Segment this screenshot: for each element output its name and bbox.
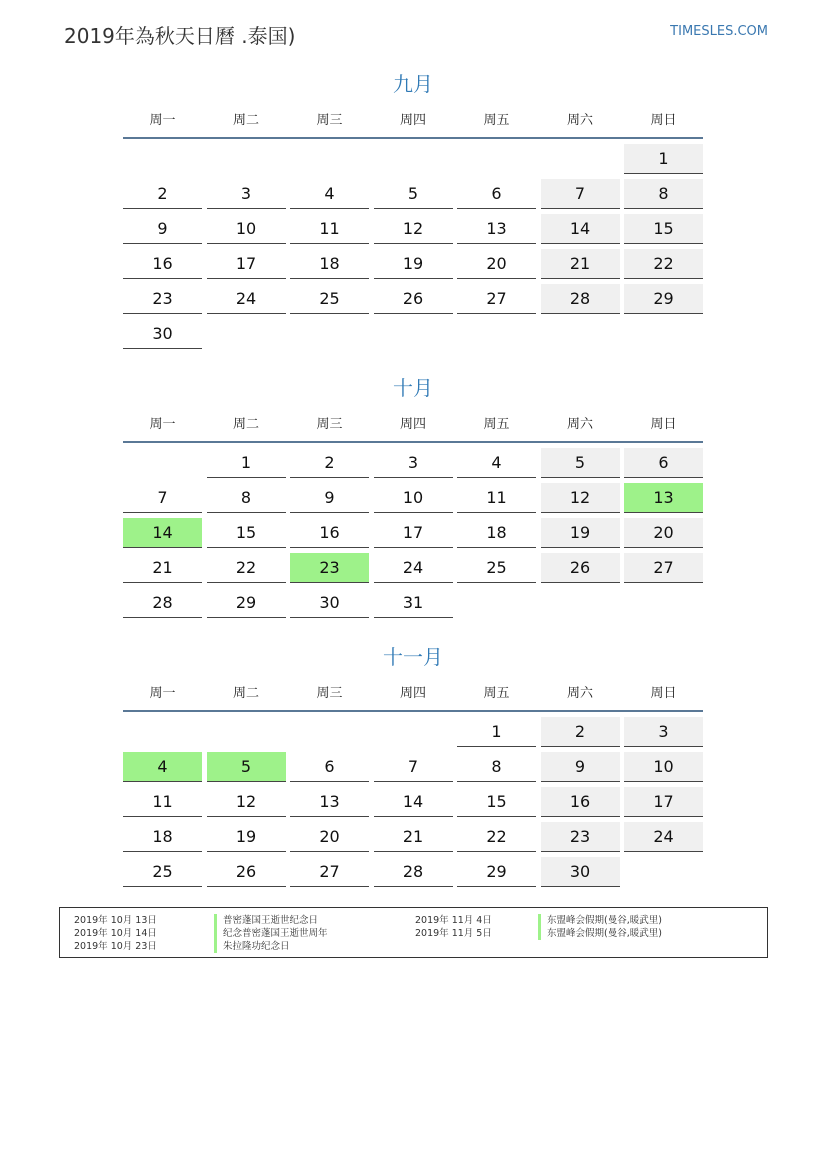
day-cell: 17 bbox=[207, 249, 286, 279]
weekday-header bbox=[123, 99, 703, 139]
weekend-day-cell: 17 bbox=[624, 787, 703, 817]
month-title: 十月 bbox=[393, 376, 433, 400]
weekday-label: 周四 bbox=[399, 685, 426, 701]
day-cell: 1 bbox=[207, 448, 286, 478]
weekday-label: 周一 bbox=[149, 685, 176, 701]
day-cell: 20 bbox=[290, 822, 369, 852]
empty-day-cell bbox=[541, 144, 620, 174]
day-cell: 24 bbox=[374, 553, 453, 583]
day-cell: 27 bbox=[457, 284, 536, 314]
weekday-label: 周六 bbox=[566, 112, 593, 128]
legend-names-col-2 bbox=[538, 914, 662, 940]
month-title: 九月 bbox=[393, 72, 433, 96]
day-cell: 11 bbox=[290, 214, 369, 244]
weekend-day-cell: 1 bbox=[624, 144, 703, 174]
day-cell: 9 bbox=[123, 214, 202, 244]
legend-holiday-name: 普密蓬国王逝世纪念日 bbox=[214, 914, 328, 927]
holiday-day-cell: 5 bbox=[207, 752, 286, 782]
weekday-label: 周五 bbox=[483, 416, 510, 432]
weekend-day-cell: 19 bbox=[541, 518, 620, 548]
day-cell: 11 bbox=[123, 787, 202, 817]
weekend-day-cell: 16 bbox=[541, 787, 620, 817]
weekend-day-cell: 20 bbox=[624, 518, 703, 548]
holiday-day-cell: 13 bbox=[624, 483, 703, 513]
day-cell: 1 bbox=[457, 717, 536, 747]
day-cell: 7 bbox=[374, 752, 453, 782]
day-cell: 17 bbox=[374, 518, 453, 548]
empty-day-cell bbox=[457, 144, 536, 174]
day-cell: 21 bbox=[374, 822, 453, 852]
day-cell: 26 bbox=[207, 857, 286, 887]
day-cell: 10 bbox=[207, 214, 286, 244]
weekday-label: 周日 bbox=[650, 112, 677, 128]
day-cell: 15 bbox=[207, 518, 286, 548]
day-cell: 28 bbox=[374, 857, 453, 887]
day-cell: 22 bbox=[207, 553, 286, 583]
empty-day-cell bbox=[374, 717, 453, 747]
weekday-label: 周二 bbox=[232, 112, 259, 128]
weekday-label: 周二 bbox=[232, 416, 259, 432]
day-cell: 4 bbox=[457, 448, 536, 478]
day-cell: 9 bbox=[290, 483, 369, 513]
empty-day-cell bbox=[207, 144, 286, 174]
day-cell: 10 bbox=[374, 483, 453, 513]
month-october bbox=[123, 373, 703, 618]
weekday-label: 周一 bbox=[149, 416, 176, 432]
day-cell: 16 bbox=[290, 518, 369, 548]
weekday-label: 周日 bbox=[650, 416, 677, 432]
weekday-label: 周六 bbox=[566, 416, 593, 432]
day-cell: 18 bbox=[457, 518, 536, 548]
weekend-day-cell: 29 bbox=[624, 284, 703, 314]
legend-date: 2019年 11月 4日 bbox=[415, 915, 492, 926]
day-cell: 12 bbox=[374, 214, 453, 244]
weekday-label: 周一 bbox=[149, 112, 176, 128]
weekend-day-cell: 5 bbox=[541, 448, 620, 478]
day-cell: 25 bbox=[457, 553, 536, 583]
weekday-header bbox=[123, 672, 703, 712]
weekday-label: 周三 bbox=[316, 416, 343, 432]
month-november bbox=[123, 642, 703, 887]
empty-day-cell bbox=[290, 717, 369, 747]
day-cell: 2 bbox=[290, 448, 369, 478]
weekend-day-cell: 28 bbox=[541, 284, 620, 314]
day-cell: 6 bbox=[290, 752, 369, 782]
day-cell: 4 bbox=[290, 179, 369, 209]
empty-day-cell bbox=[290, 144, 369, 174]
day-grid bbox=[123, 443, 703, 618]
weekend-day-cell: 2 bbox=[541, 717, 620, 747]
day-cell: 13 bbox=[457, 214, 536, 244]
weekend-day-cell: 26 bbox=[541, 553, 620, 583]
weekday-label: 周四 bbox=[399, 416, 426, 432]
day-cell: 25 bbox=[123, 857, 202, 887]
weekend-day-cell: 24 bbox=[624, 822, 703, 852]
site-link[interactable]: TIMESLES.COM bbox=[670, 24, 768, 39]
weekend-day-cell: 21 bbox=[541, 249, 620, 279]
day-cell: 3 bbox=[374, 448, 453, 478]
legend-dates-col-1 bbox=[74, 914, 157, 953]
month-september bbox=[123, 69, 703, 349]
weekend-day-cell: 9 bbox=[541, 752, 620, 782]
holiday-legend bbox=[59, 907, 768, 958]
day-cell: 25 bbox=[290, 284, 369, 314]
day-cell: 8 bbox=[457, 752, 536, 782]
legend-date: 2019年 10月 13日 bbox=[74, 915, 157, 926]
legend-names-col-1 bbox=[214, 914, 328, 953]
day-cell: 13 bbox=[290, 787, 369, 817]
holiday-day-cell: 14 bbox=[123, 518, 202, 548]
day-grid bbox=[123, 139, 703, 349]
day-cell: 14 bbox=[374, 787, 453, 817]
legend-date: 2019年 10月 14日 bbox=[74, 928, 157, 939]
weekday-label: 周二 bbox=[232, 685, 259, 701]
legend-holiday-name: 朱拉隆功纪念日 bbox=[214, 940, 328, 953]
weekend-day-cell: 14 bbox=[541, 214, 620, 244]
weekday-label: 周四 bbox=[399, 112, 426, 128]
day-cell: 18 bbox=[290, 249, 369, 279]
month-title: 十一月 bbox=[383, 645, 443, 669]
day-cell: 30 bbox=[123, 319, 202, 349]
day-cell: 23 bbox=[123, 284, 202, 314]
day-cell: 7 bbox=[123, 483, 202, 513]
day-cell: 26 bbox=[374, 284, 453, 314]
day-cell: 21 bbox=[123, 553, 202, 583]
page-title: 2019年為秋天日曆 .泰国) bbox=[64, 24, 296, 48]
day-cell: 12 bbox=[207, 787, 286, 817]
day-cell: 19 bbox=[207, 822, 286, 852]
legend-holiday-name: 东盟峰会假期(曼谷,暖武里) bbox=[538, 914, 662, 927]
weekend-day-cell: 8 bbox=[624, 179, 703, 209]
weekday-label: 周五 bbox=[483, 112, 510, 128]
weekend-day-cell: 22 bbox=[624, 249, 703, 279]
weekday-label: 周五 bbox=[483, 685, 510, 701]
legend-holiday-name: 纪念普密蓬国王逝世周年 bbox=[214, 927, 328, 940]
empty-day-cell bbox=[123, 717, 202, 747]
holiday-day-cell: 4 bbox=[123, 752, 202, 782]
empty-day-cell bbox=[374, 144, 453, 174]
legend-date: 2019年 11月 5日 bbox=[415, 928, 492, 939]
weekday-label: 周日 bbox=[650, 685, 677, 701]
weekend-day-cell: 30 bbox=[541, 857, 620, 887]
legend-holiday-name: 东盟峰会假期(曼谷,暖武里) bbox=[538, 927, 662, 940]
day-cell: 22 bbox=[457, 822, 536, 852]
empty-day-cell bbox=[123, 448, 202, 478]
weekend-day-cell: 3 bbox=[624, 717, 703, 747]
day-cell: 16 bbox=[123, 249, 202, 279]
holiday-day-cell: 23 bbox=[290, 553, 369, 583]
weekend-day-cell: 6 bbox=[624, 448, 703, 478]
day-cell: 15 bbox=[457, 787, 536, 817]
day-grid bbox=[123, 712, 703, 887]
day-cell: 24 bbox=[207, 284, 286, 314]
weekend-day-cell: 10 bbox=[624, 752, 703, 782]
day-cell: 5 bbox=[374, 179, 453, 209]
legend-date: 2019年 10月 23日 bbox=[74, 941, 157, 952]
day-cell: 29 bbox=[457, 857, 536, 887]
weekend-day-cell: 15 bbox=[624, 214, 703, 244]
legend-dates-col-2 bbox=[415, 914, 492, 940]
empty-day-cell bbox=[207, 717, 286, 747]
weekend-day-cell: 23 bbox=[541, 822, 620, 852]
weekend-day-cell: 12 bbox=[541, 483, 620, 513]
weekday-label: 周六 bbox=[566, 685, 593, 701]
day-cell: 19 bbox=[374, 249, 453, 279]
empty-day-cell bbox=[123, 144, 202, 174]
day-cell: 18 bbox=[123, 822, 202, 852]
weekday-header bbox=[123, 403, 703, 443]
weekday-label: 周三 bbox=[316, 685, 343, 701]
day-cell: 30 bbox=[290, 588, 369, 618]
day-cell: 29 bbox=[207, 588, 286, 618]
weekend-day-cell: 7 bbox=[541, 179, 620, 209]
day-cell: 28 bbox=[123, 588, 202, 618]
day-cell: 6 bbox=[457, 179, 536, 209]
day-cell: 3 bbox=[207, 179, 286, 209]
day-cell: 31 bbox=[374, 588, 453, 618]
weekday-label: 周三 bbox=[316, 112, 343, 128]
day-cell: 27 bbox=[290, 857, 369, 887]
day-cell: 2 bbox=[123, 179, 202, 209]
day-cell: 11 bbox=[457, 483, 536, 513]
weekend-day-cell: 27 bbox=[624, 553, 703, 583]
day-cell: 8 bbox=[207, 483, 286, 513]
day-cell: 20 bbox=[457, 249, 536, 279]
